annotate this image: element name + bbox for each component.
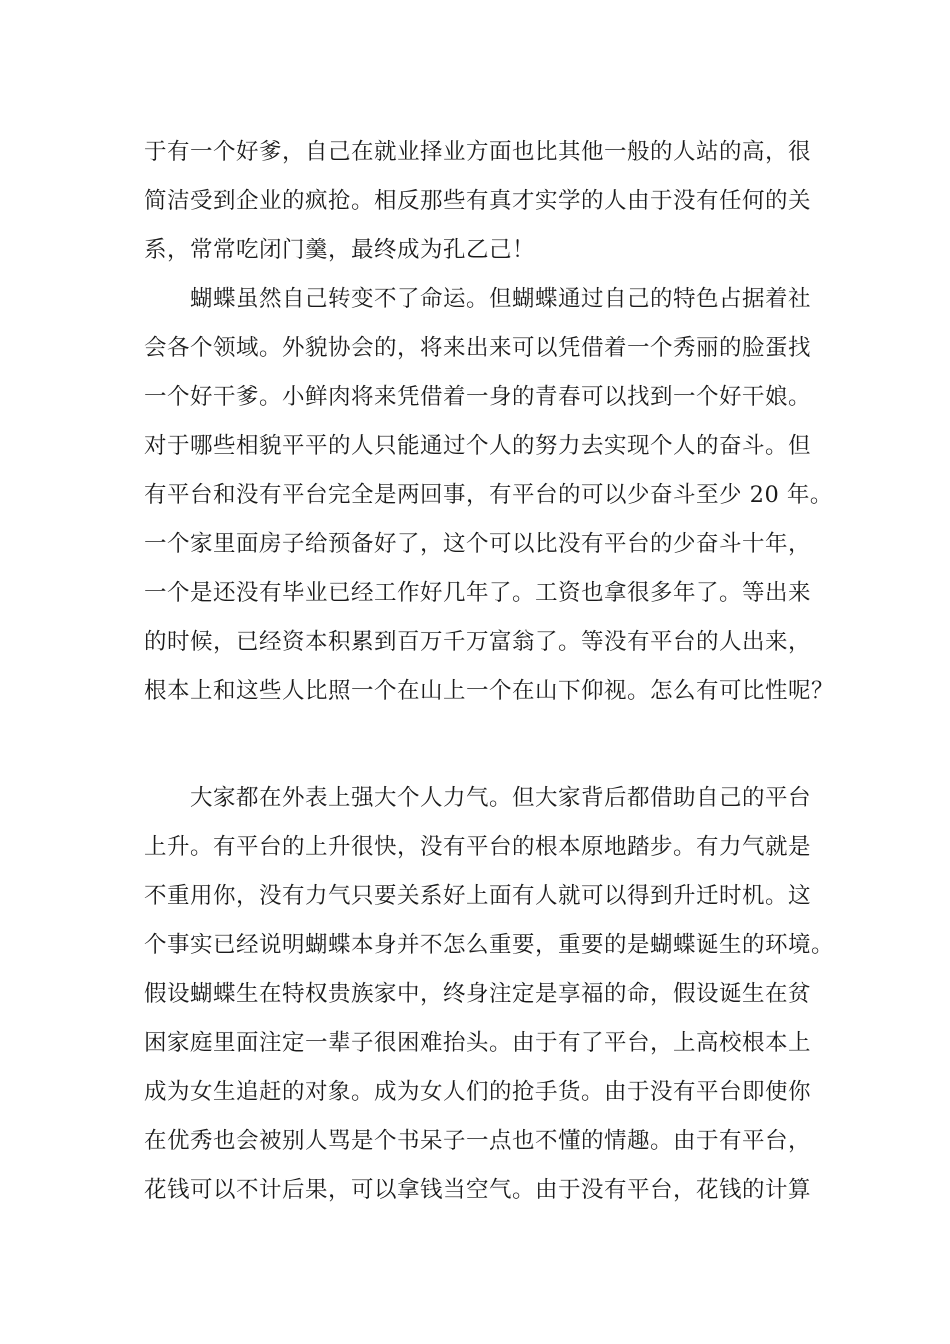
text-line: 对于哪些相貌平平的人只能通过个人的努力去实现个人的奋斗。但 [144, 433, 812, 459]
text-line: 在优秀也会被别人骂是个书呆子一点也不懂的情趣。由于有平台， [144, 1128, 812, 1154]
text-line: 的时候，已经资本积累到百万千万富翁了。等没有平台的人出来， [144, 629, 812, 655]
text-line: 简洁受到企业的疯抢。相反那些有真才实学的人由于没有任何的关 [144, 188, 812, 214]
text-line: 假设蝴蝶生在特权贵族家中，终身注定是享福的命，假设诞生在贫 [144, 981, 812, 1007]
paragraph-2 [144, 275, 844, 716]
text-line: 大家都在外表上强大个人力气。但大家背后都借助自己的平台 [190, 785, 812, 811]
text-line: 会各个领域。外貌协会的，将来出来可以凭借着一个秀丽的脸蛋找 [144, 335, 812, 361]
text-line: 花钱可以不计后果，可以拿钱当空气。由于没有平台，花钱的计算 [144, 1177, 812, 1203]
text-line: 蝴蝶虽然自己转变不了命运。但蝴蝶通过自己的特色占据着社 [190, 286, 812, 312]
text-line: 一个是还没有毕业已经工作好几年了。工资也拿很多年了。等出来 [144, 580, 812, 606]
text-line: 一个家里面房子给预备好了，这个可以比没有平台的少奋斗十年， [144, 531, 812, 557]
text-line: 有平台和没有平台完全是两回事，有平台的可以少奋斗至少 20 年。 [144, 482, 833, 508]
text-line: 个事实已经说明蝴蝶本身并不怎么重要，重要的是蝴蝶诞生的环境。 [144, 932, 835, 958]
paragraph-1 [144, 128, 844, 275]
text-line: 根本上和这些人比照一个在山上一个在山下仰视。怎么有可比性呢？ [144, 678, 835, 704]
text-line: 系，常常吃闭门羹，最终成为孔乙己！ [144, 237, 536, 263]
paragraph-3 [144, 774, 844, 1215]
text-line: 成为女生追赶的对象。成为女人们的抢手货。由于没有平台即使你 [144, 1079, 812, 1105]
text-line: 于有一个好爹，自己在就业择业方面也比其他一般的人站的高，很 [144, 139, 812, 165]
text-line: 一个好干爹。小鲜肉将来凭借着一身的青春可以找到一个好干娘。 [144, 384, 812, 410]
text-line: 不重用你，没有力气只要关系好上面有人就可以得到升迁时机。这 [144, 883, 812, 909]
text-line: 困家庭里面注定一辈子很困难抬头。由于有了平台，上高校根本上 [144, 1030, 812, 1056]
text-line: 上升。有平台的上升很快，没有平台的根本原地踏步。有力气就是 [144, 834, 812, 860]
